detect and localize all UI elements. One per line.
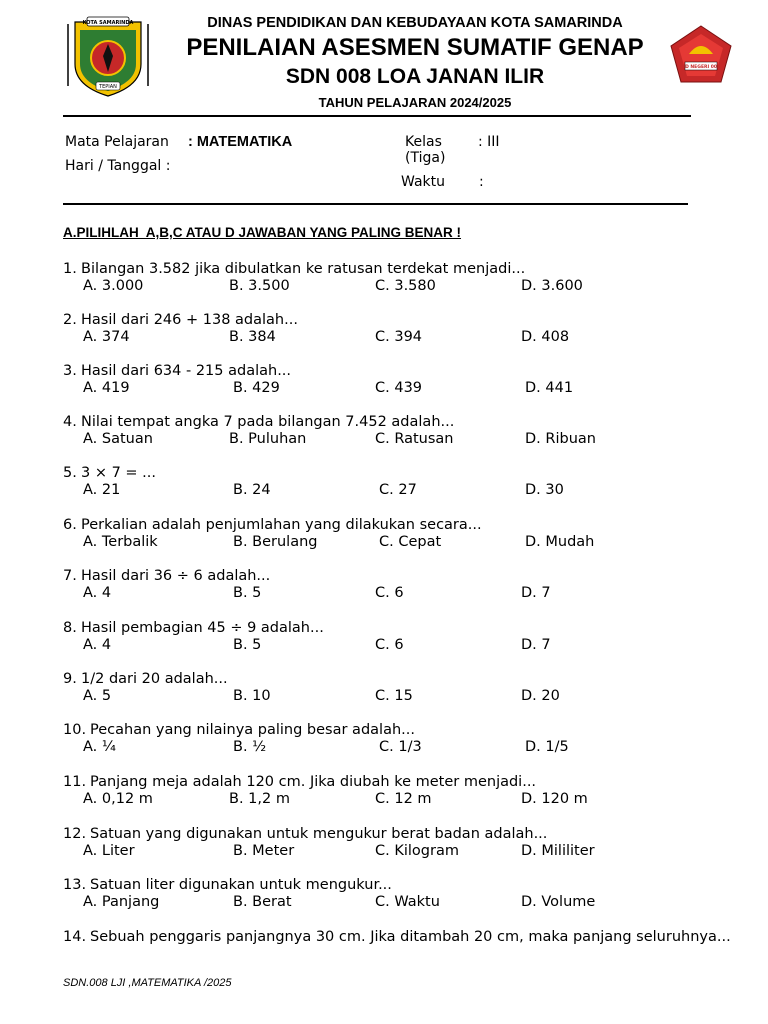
class-label: Kelas xyxy=(405,134,442,150)
option-a: A. 3.000 xyxy=(83,278,144,294)
option-a: A. Liter xyxy=(83,843,135,859)
question-text: Hasil dari 36 ÷ 6 adalah... xyxy=(81,568,271,584)
option-c: C. 1/3 xyxy=(379,739,422,755)
question-text: Hasil dari 246 + 138 adalah... xyxy=(81,312,298,328)
question-number: 9. xyxy=(63,671,77,687)
option-b: B. Berulang xyxy=(233,534,318,550)
option-d: D. 441 xyxy=(525,380,574,396)
question-item xyxy=(63,826,743,860)
option-b: B. 1,2 m xyxy=(229,791,290,807)
option-a: A. 374 xyxy=(83,329,130,345)
header-divider xyxy=(63,115,691,117)
class-value: : III xyxy=(478,134,500,150)
option-d: D. 30 xyxy=(525,482,564,498)
question-text: Satuan liter digunakan untuk mengukur... xyxy=(90,877,392,893)
option-b: B. 5 xyxy=(233,637,262,653)
question-number: 13. xyxy=(63,877,87,893)
option-d: D. Volume xyxy=(521,894,596,910)
question-item xyxy=(63,261,743,295)
option-c: C. 6 xyxy=(375,585,404,601)
svg-text:SD NEGERI 008: SD NEGERI 008 xyxy=(681,65,721,70)
svg-text:KOTA SAMARINDA: KOTA SAMARINDA xyxy=(82,20,134,26)
option-a: A. ¼ xyxy=(83,739,116,755)
option-b: B. 429 xyxy=(233,380,280,396)
section-title: A.PILIHLAH A,B,C ATAU D JAWABAN YANG PALING BENAR ! xyxy=(63,225,462,240)
question-number: 3. xyxy=(63,363,77,379)
question-number: 6. xyxy=(63,517,77,533)
option-b: B. Puluhan xyxy=(229,431,307,447)
svg-text:TEPIAN: TEPIAN xyxy=(99,84,117,90)
subject-value: : MATEMATIKA xyxy=(188,134,293,150)
option-d: D. 3.600 xyxy=(521,278,583,294)
question-item xyxy=(63,671,743,705)
option-a: A. Panjang xyxy=(83,894,160,910)
question-number: 1. xyxy=(63,261,77,277)
time-value: : xyxy=(479,174,484,190)
option-a: A. 5 xyxy=(83,688,112,704)
question-text: Bilangan 3.582 jika dibulatkan ke ratusan terdekat menjadi... xyxy=(81,261,526,277)
question-number: 12. xyxy=(63,826,87,842)
option-a: A. 419 xyxy=(83,380,130,396)
question-number: 14. xyxy=(63,929,87,945)
option-c: C. Waktu xyxy=(375,894,440,910)
question-text: Sebuah penggaris panjangnya 30 cm. Jika ditambah 20 cm, maka panjang seluruhnya... xyxy=(90,929,731,945)
option-d: D. 120 m xyxy=(521,791,588,807)
question-number: 2. xyxy=(63,312,77,328)
option-c: C. Kilogram xyxy=(375,843,459,859)
option-c: C. Ratusan xyxy=(375,431,454,447)
option-d: D. Ribuan xyxy=(525,431,596,447)
question-text: 1/2 dari 20 adalah... xyxy=(81,671,228,687)
option-a: A. 21 xyxy=(83,482,121,498)
question-number: 11. xyxy=(63,774,87,790)
option-d: D. 7 xyxy=(521,585,551,601)
question-item xyxy=(63,363,743,397)
question-text: 3 × 7 = ... xyxy=(81,465,157,481)
question-text: Hasil dari 634 - 215 adalah... xyxy=(81,363,292,379)
option-a: A. 0,12 m xyxy=(83,791,153,807)
option-d: D. 408 xyxy=(521,329,570,345)
info-divider xyxy=(63,203,688,205)
question-item xyxy=(63,568,743,602)
option-b: B. Meter xyxy=(233,843,295,859)
class-note: (Tiga) xyxy=(405,150,446,166)
question-text: Panjang meja adalah 120 cm. Jika diubah ke meter menjadi... xyxy=(90,774,537,790)
question-number: 8. xyxy=(63,620,77,636)
question-item xyxy=(63,312,743,346)
question-item xyxy=(63,929,743,946)
school-emblem-logo xyxy=(669,24,733,84)
question-text: Pecahan yang nilainya paling besar adalah... xyxy=(90,722,415,738)
question-item xyxy=(63,774,743,808)
option-b: B. 10 xyxy=(233,688,271,704)
question-item xyxy=(63,877,743,911)
school-year: TAHUN PELAJARAN 2024/2025 xyxy=(318,95,512,110)
question-item xyxy=(63,414,743,448)
option-b: B. 5 xyxy=(233,585,262,601)
option-d: D. 7 xyxy=(521,637,551,653)
option-c: C. 394 xyxy=(375,329,423,345)
question-item xyxy=(63,465,743,499)
question-number: 7. xyxy=(63,568,77,584)
question-number: 10. xyxy=(63,722,87,738)
exam-title: PENILAIAN ASESMEN SUMATIF GENAP xyxy=(186,34,644,61)
option-d: D. Mililiter xyxy=(521,843,595,859)
day-date-label: Hari / Tanggal : xyxy=(65,158,171,174)
school-name: SDN 008 LOA JANAN ILIR xyxy=(285,65,545,88)
option-a: A. 4 xyxy=(83,637,112,653)
question-text: Perkalian adalah penjumlahan yang dilakukan secara... xyxy=(81,517,482,533)
option-c: C. Cepat xyxy=(379,534,442,550)
question-number: 4. xyxy=(63,414,77,430)
option-d: D. 20 xyxy=(521,688,560,704)
option-c: C. 439 xyxy=(375,380,423,396)
option-c: C. 12 m xyxy=(375,791,432,807)
question-text: Satuan yang digunakan untuk mengukur berat badan adalah... xyxy=(90,826,548,842)
option-c: C. 6 xyxy=(375,637,404,653)
time-label: Waktu xyxy=(401,174,445,190)
option-d: D. Mudah xyxy=(525,534,595,550)
option-b: B. 384 xyxy=(229,329,276,345)
question-text: Hasil pembagian 45 ÷ 9 adalah... xyxy=(81,620,324,636)
option-a: A. Satuan xyxy=(83,431,153,447)
question-item xyxy=(63,517,743,551)
option-a: A. Terbalik xyxy=(83,534,158,550)
question-text: Nilai tempat angka 7 pada bilangan 7.452 adalah... xyxy=(81,414,455,430)
option-b: B. ½ xyxy=(233,739,267,755)
agency-heading: DINAS PENDIDIKAN DAN KEBUDAYAAN KOTA SAMARINDA xyxy=(207,15,623,31)
question-item xyxy=(63,620,743,654)
option-c: C. 15 xyxy=(375,688,413,704)
option-c: C. 27 xyxy=(379,482,417,498)
option-c: C. 3.580 xyxy=(375,278,436,294)
page-footer: SDN.008 LJI ,MATEMATIKA /2025 xyxy=(63,977,232,989)
city-emblem-logo xyxy=(63,14,153,98)
option-b: B. Berat xyxy=(233,894,292,910)
option-d: D. 1/5 xyxy=(525,739,569,755)
question-number: 5. xyxy=(63,465,77,481)
subject-label: Mata Pelajaran xyxy=(65,134,169,150)
question-item xyxy=(63,722,743,756)
option-a: A. 4 xyxy=(83,585,112,601)
option-b: B. 24 xyxy=(233,482,271,498)
option-b: B. 3.500 xyxy=(229,278,290,294)
